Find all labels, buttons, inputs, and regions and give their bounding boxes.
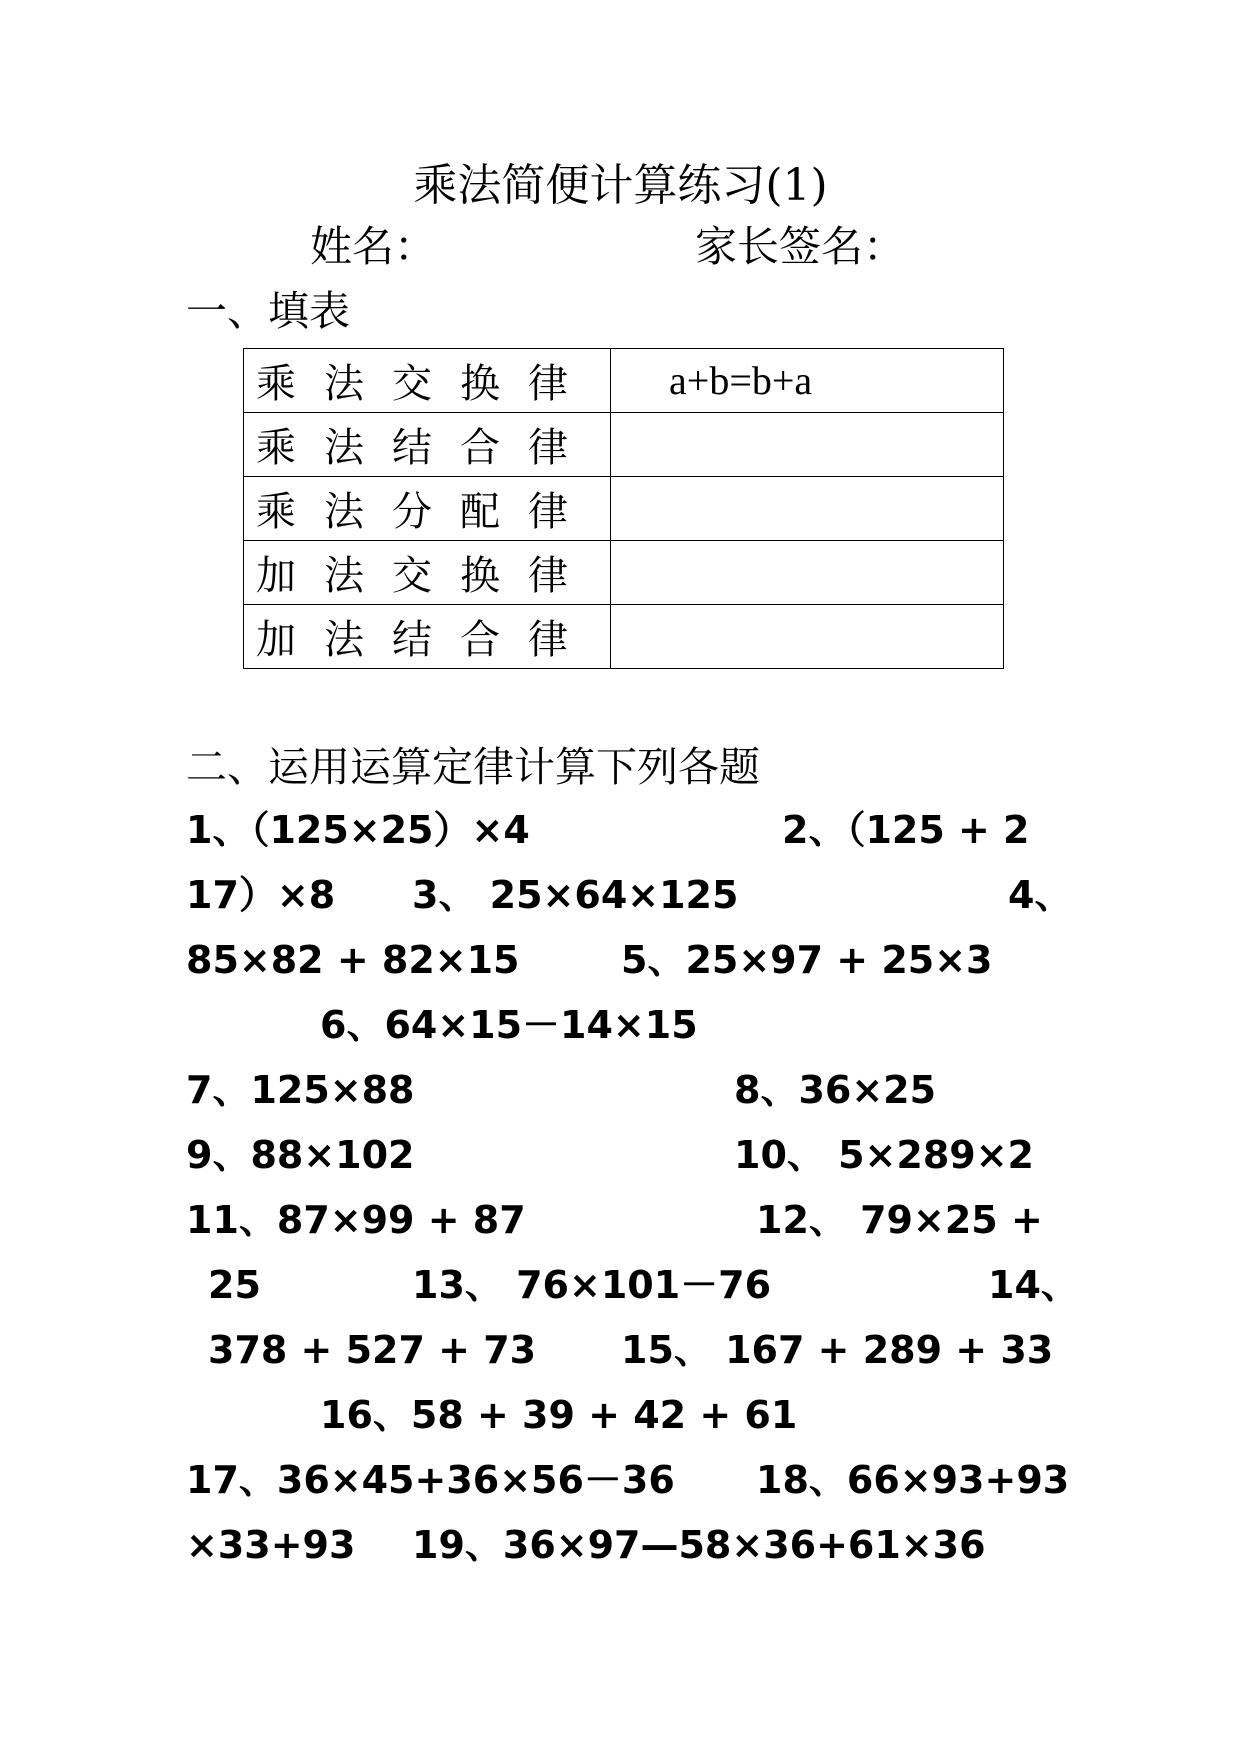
exercise-item: 18、66×93+93 bbox=[756, 1458, 1070, 1502]
exercise-item: ×33+93 bbox=[186, 1523, 356, 1567]
student-name-label: 姓名： bbox=[310, 222, 437, 271]
exercise-item: 6、64×15－14×15 bbox=[320, 1003, 698, 1047]
table-row bbox=[244, 413, 1004, 477]
exercise-item: 19、36×97—58×36+61×36 bbox=[412, 1523, 986, 1567]
exercise-item: 14、 bbox=[988, 1263, 1079, 1307]
exercise-item: 25 bbox=[208, 1263, 261, 1307]
law-name: 乘法结合律 bbox=[244, 413, 611, 477]
exercise-item: 9、88×102 bbox=[186, 1133, 415, 1177]
exercise-item: 11、87×99 + 87 bbox=[186, 1198, 526, 1242]
exercise-item: 2、（125 + 2 bbox=[782, 808, 1030, 852]
law-formula: a+b=b+a bbox=[611, 349, 1004, 413]
law-formula bbox=[611, 477, 1004, 541]
exercise-item: 378 + 527 + 73 bbox=[208, 1328, 537, 1372]
table-row bbox=[244, 477, 1004, 541]
exercise-item: 5、25×97 + 25×3 bbox=[621, 938, 993, 982]
parent-signature-label: 家长签名： bbox=[695, 222, 906, 271]
laws-table bbox=[243, 348, 1004, 669]
exercise-item: 12、 79×25 + bbox=[756, 1198, 1043, 1242]
law-name: 加法结合律 bbox=[244, 605, 611, 669]
law-formula bbox=[611, 605, 1004, 669]
law-name: 乘法分配律 bbox=[244, 477, 611, 541]
exercise-item: 17）×8 bbox=[186, 873, 336, 917]
exercise-item: 15、 167 + 289 + 33 bbox=[621, 1328, 1054, 1372]
exercise-item: 16、58 + 39 + 42 + 61 bbox=[320, 1393, 798, 1437]
law-formula bbox=[611, 541, 1004, 605]
table-row bbox=[244, 349, 1004, 413]
page-title: 乘法简便计算练习(1) bbox=[413, 160, 828, 211]
section2-heading: 二、运用运算定律计算下列各题 bbox=[186, 743, 760, 791]
law-name: 乘法交换律 bbox=[244, 349, 611, 413]
law-name: 加法交换律 bbox=[244, 541, 611, 605]
exercise-item: 17、36×45+36×56－36 bbox=[186, 1458, 675, 1502]
exercise-item: 7、125×88 bbox=[186, 1068, 415, 1112]
exercise-item: 10、 5×289×2 bbox=[734, 1133, 1034, 1177]
table-row bbox=[244, 541, 1004, 605]
exercise-item: 1、（125×25）×4 bbox=[186, 808, 530, 852]
exercise-item: 85×82 + 82×15 bbox=[186, 938, 520, 982]
exercise-item: 8、36×25 bbox=[734, 1068, 937, 1112]
exercise-item: 4、 bbox=[1008, 873, 1073, 917]
exercise-item: 3、 25×64×125 bbox=[412, 873, 739, 917]
exercise-item: 13、 76×101－76 bbox=[412, 1263, 772, 1307]
table-row bbox=[244, 605, 1004, 669]
section1-heading: 一、填表 bbox=[186, 287, 350, 335]
law-formula bbox=[611, 413, 1004, 477]
exercise-list bbox=[186, 805, 1079, 1605]
